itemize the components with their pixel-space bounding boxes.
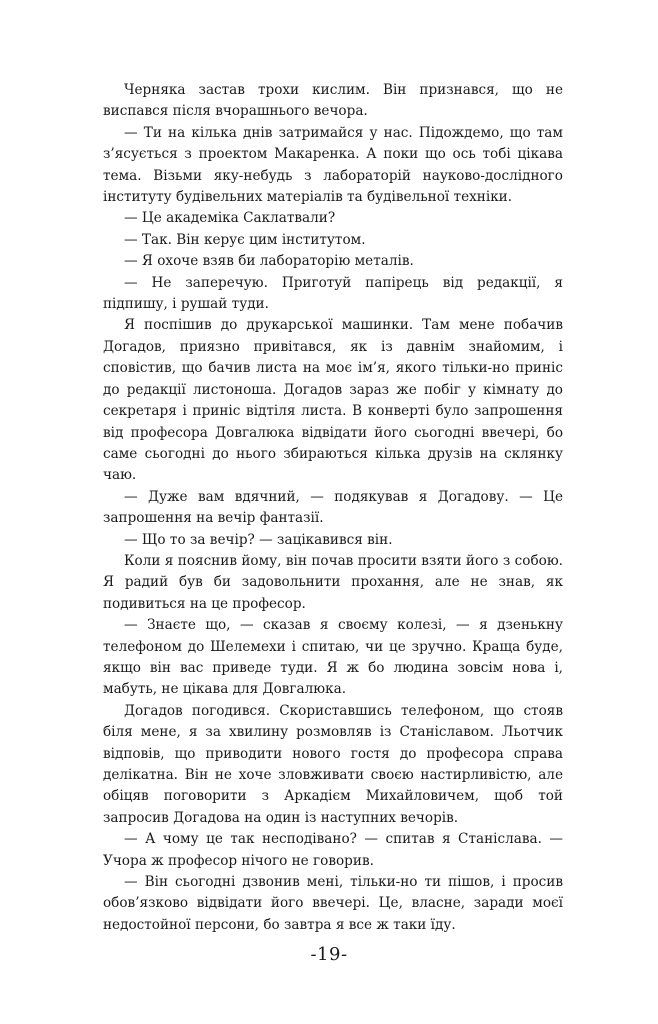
paragraph: — Що то за вечір? — зацікавився він. <box>124 531 393 548</box>
paragraph: — Це академіка Саклатвали? <box>124 210 336 227</box>
paragraph: — Я охоче взяв би лабораторію металів. <box>124 253 414 270</box>
paragraph: — Не заперечую. Приготуй папірець від редакції, я підпишу, і рушай туди. <box>103 274 563 313</box>
paragraph: Черняка застав трохи кислим. Він признався, що не виспався після вчорашнього вечора. <box>103 82 563 120</box>
paragraph: — Дуже вам вдячний, — подякував я Догадову. — Це запрошення на вечір фантазії. <box>103 488 563 527</box>
paragraph: Я поспішив до друкарської машинки. Там мене побачив Догадов, приязно привітався, як із давнім знайомим, і сповістив, що бачив листа на моє ім’я, якого тільки-но приніс до редакції листоноша. Догадов зараз же побіг у кімнату до секретаря і приніс відтіля листа. В конверті було запрошення від професора Довгалюка відвідати його сьогодні ввечері, бо саме сьогодні до нього збираються кілька друзів на склянку чаю. <box>103 317 563 484</box>
paragraph: — Ти на кілька днів затримайся у нас. Підождемо, що там з’ясується з проектом Макаренка. А поки що ось тобі цікава тема. Візьми яку-небудь з лабораторій науково-дослідного інституту будівельних матеріалів та будівельної техніки. <box>103 124 563 206</box>
page-number: -19- <box>310 944 348 965</box>
paragraph: Коли я пояснив йому, він почав просити взяти його з собою. Я радий був би задовольнити прохання, але не знав, як подивиться на це професор. <box>103 552 563 612</box>
paragraph: — А чому це так несподівано? — спитав я Станіслава. — Учора ж професор нічого не говорив. <box>103 831 563 869</box>
paragraph: — Так. Він керує цим інститутом. <box>124 231 366 248</box>
paragraph: Догадов погодився. Скориставшись телефоном, що стояв біля мене, я за хвилину розмовляв із Станіславом. Льотчик відповів, що приводити нового гостя до професора справа делікатна. Він не хоче зловживати своєю настирливістю, але обіцяв поговорити з Аркадієм Михайловичем, щоб той запросив Догадова на один із наступних вечорів. <box>103 702 563 826</box>
paragraph: — Знаєте що, — сказав я своєму колезі, — я дзенькну телефоном до Шелемехи і спитаю, чи це зручно. Краща буде, якщо він вас приведе туди. Я ж бо людина зовсім нова і, мабуть, не цікава для Довгалюка. <box>103 617 563 698</box>
body-text <box>103 80 563 936</box>
paragraph: — Він сьогодні дзвонив мені, тільки-но ти пішов, і просив обов’язково відвідати його ввечері. Це, власне, заради моєї недостойної персони, бо завтра я все ж таки їду. <box>103 874 563 933</box>
